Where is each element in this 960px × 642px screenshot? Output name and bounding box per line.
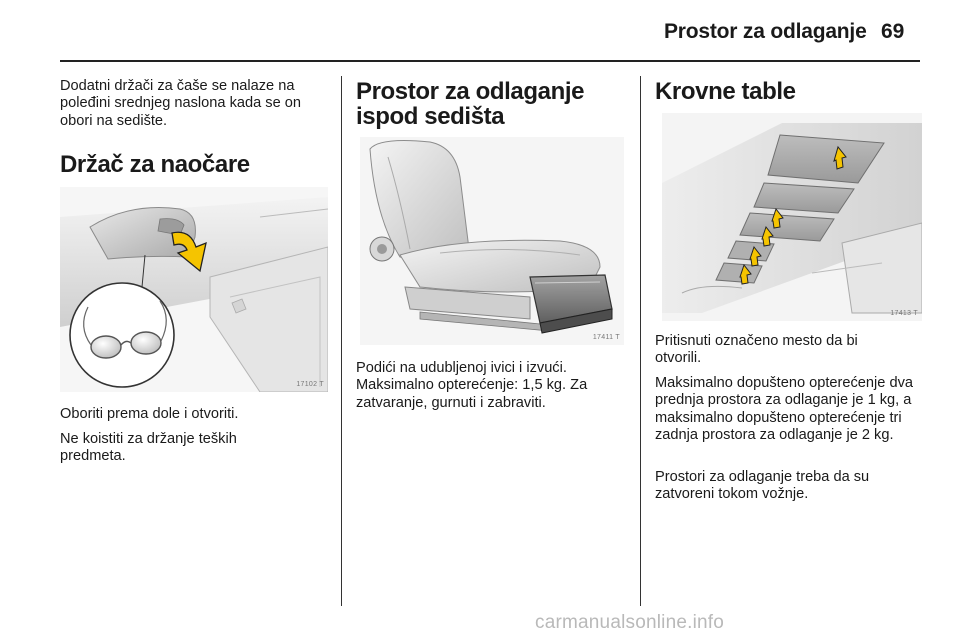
page-header — [0, 0, 960, 62]
column-divider-1 — [341, 76, 342, 606]
roof-max-load: Maksimalno dopušteno opterećenje dva prednja prostora za odlaganje je 1 kg, a maksimalno dopušteno opterećenje tri zadnja prostora za odlaganje je 2 kg. — [655, 375, 913, 443]
header-divider — [60, 60, 920, 62]
roof-driving-note: Prostori za odlaganje treba da su zatvoreni tokom vožnje. — [655, 469, 870, 503]
figure-code: 17102 T — [296, 381, 324, 388]
glasses-holder-illustration — [60, 187, 328, 392]
section-heading-under-seat-storage: Prostor za odlaganje ispod sedišta — [356, 78, 585, 130]
section-heading-roof-panels: Krovne table — [655, 78, 796, 105]
column-divider-2 — [640, 76, 641, 606]
glasses-holder-drawing — [60, 187, 328, 392]
page-title: Prostor za odlaganje — [664, 20, 867, 43]
intro-paragraph: Dodatni držači za čaše se nalaze na poleđini srednjeg naslona kada se on obori na sedište. — [60, 78, 301, 129]
roof-compartments-drawing — [662, 113, 922, 321]
section-heading-glasses-holder: Držač za naočare — [60, 151, 250, 178]
roof-compartments-illustration — [662, 113, 922, 321]
under-seat-drawer-illustration — [360, 137, 624, 345]
page-number: 69 — [881, 20, 905, 43]
watermark-text: carmanualsonline.info — [535, 612, 725, 633]
figure-code: 17413 T — [890, 310, 918, 317]
under-seat-instructions: Podići na udubljenoj ivici i izvući. Maksimalno opterećenje: 1,5 kg. Za zatvaranje, gurnuti i zabraviti. — [356, 360, 588, 411]
instruction-open: Oboriti prema dole i otvoriti. — [60, 406, 239, 422]
roof-instruction-open: Pritisnuti označeno mesto da bi otvorili. — [655, 333, 858, 367]
figure-code: 17411 T — [592, 334, 620, 341]
under-seat-drawer-drawing — [360, 137, 624, 345]
instruction-warning: Ne koistiti za držanje teških predmeta. — [60, 431, 237, 465]
